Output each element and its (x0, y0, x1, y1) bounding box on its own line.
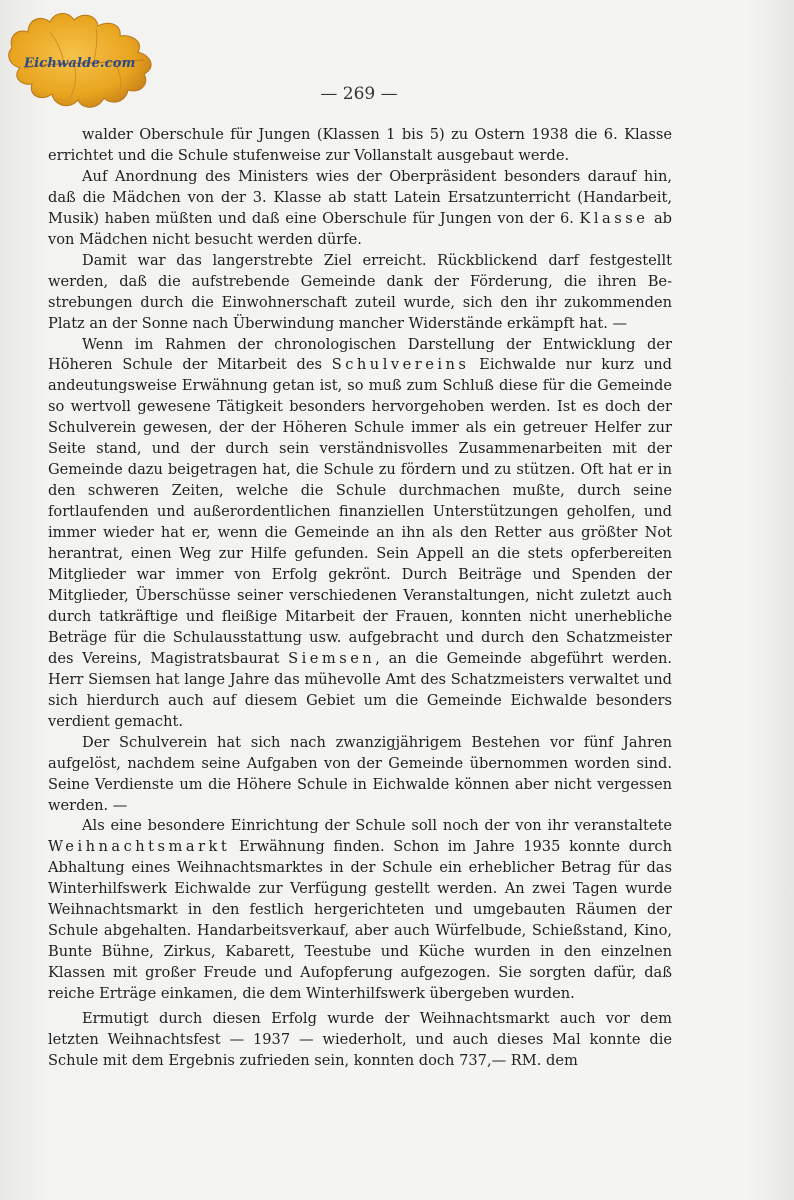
paragraph-text: Der Schulverein hat sich nach zwanzigjährigem Bestehen vor fünf Jahren aufgelöst, nachdem seine Aufgaben von der Gemeinde übernommen worden sind. Seine Verdienste um die Höhere Schule in Eichwalde können aber nicht vergessen werden. — (48, 733, 672, 814)
emphasized-text: Schulvereins (331, 356, 470, 374)
paragraph (48, 733, 672, 817)
paragraph-text: Als eine besondere Einrichtung der Schule soll noch der von ihr veranstaltete (82, 817, 672, 835)
paragraph-text: Wenn im Rahmen der chronologischen Darstellung der Entwicklung der Höheren Schule der Mitarbeit des (48, 335, 672, 374)
emphasized-text: Weihnachtsmarkt (48, 838, 231, 856)
logo-text: Eichwalde.com (24, 56, 136, 71)
paragraph-text: , an die Gemeinde abgeführt werden. Herr Siemsen hat lange Jahre das mühevolle Amt des Schatzmeisters verwaltet und sich hierdurch auch auf diesem Gebiet um die Gemeinde Eichwalde besonders verdient gemacht. (48, 649, 672, 730)
paragraph (48, 335, 672, 733)
paragraph-text: Damit war das langerstrebte Ziel erreicht. Rückblickend darf festgestellt werden, daß die aufstrebende Gemeinde dank der Förderung, die ihren Bestrebungen durch die Einwohnerschaft zuteil wurde, sich den ihr zukommenden Platz an der Sonne nach Überwindung mancher Widerstände erkämpft hat. — (48, 251, 672, 332)
paragraph (48, 1009, 672, 1072)
paragraph-text: Eichwalde nur kurz und andeutungsweise Erwähnung getan ist, so muß zum Schluß diese für die Gemeinde so wertvoll gewesene Tätigkeit besonders hervorgehoben werden. Ist es doch der Schulverein gewesen, der der Höheren Schule immer als ein getreuer Helfer zur Seite stand, und der durch sein verständnisvolles Zusammenarbeiten mit der Gemeinde dazu beigetragen hat, die Schule zu fördern und zu stützen. Oft hat er in den schweren Zeiten, welche die Schule durchmachen mußte, durch seine fortlaufenden und außerordentlichen finanziellen Unterstützungen geholfen, und immer wieder hat er, wenn die Gemeinde an ihn als den Retter aus größter Not herantrat, einen Weg zur Hilfe gefunden. Sein Appell an die stets opferbereiten Mitglieder war immer von Erfolg gekrönt. Durch Beiträge und Spenden der Mitglieder, Überschüsse seiner verschiedenen Veranstaltungen, nicht zuletzt auch durch tatkräftige und fleißige Mitarbeit der Frauen, konnten nicht unerhebliche Beträge für die Schulausstattung usw. aufgebracht und durch den Schatzmeister des Vereins, Magistratsbaurat (48, 356, 672, 667)
paragraph (48, 816, 672, 1005)
paragraph (48, 125, 672, 167)
emphasized-text: Siemsen (288, 649, 376, 667)
paragraph-text: ab von Mädchen nicht besucht werden dürfe. (48, 209, 672, 248)
paragraph-text: Erwähnung finden. Schon im Jahre 1935 konnte durch Abhaltung eines Weihnachtsmarktes in der Schule ein erheblicher Betrag für das Winterhilfswerk Eichwalde zur Verfügung gestellt werden. An zwei Tagen wurde Weihnachtsmarkt in den festlich hergerichteten und umgebauten Räumen der Schule abgehalten. Handarbeitsverkauf, aber auch Würfelbude, Schießstand, Kino, Bunte Bühne, Zirkus, Kabarett, Teestube und Küche wurden in den einzelnen Klassen mit großer Freude und Aufopferung aufgezogen. Sie sorgten dafür, daß reiche Erträge einkamen, die dem Winterhilfswerk übergeben wurden. (48, 838, 672, 1003)
paragraph-text: walder Oberschule für Jungen (Klassen 1 bis 5) zu Ostern 1938 die 6. Klasse errichtet und die Schule stufenweise zur Vollanstalt ausgebaut werde. (48, 126, 672, 164)
paragraph (48, 251, 672, 335)
paragraph-text: Auf Anordnung des Ministers wies der Oberpräsident besonders darauf hin, daß die Mädchen von der 3. Klasse ab statt Latein Ersatzunterricht (Handarbeit, Musik) haben müßten und daß eine Oberschule für Jungen von der 6. (48, 167, 672, 227)
paragraph-text: Ermutigt durch diesen Erfolg wurde der Weihnachtsmarkt auch vor dem letzten Weihnachtsfest — 1937 — wiederholt, und auch dieses Mal konnte die Schule mit dem Ergebnis zufrieden sein, konnten doch 737,— RM. dem (48, 1010, 672, 1069)
paragraph (48, 167, 672, 251)
document-body (48, 125, 672, 1072)
page-number: — 269 — (320, 84, 398, 104)
emphasized-text: Klasse (579, 209, 649, 227)
